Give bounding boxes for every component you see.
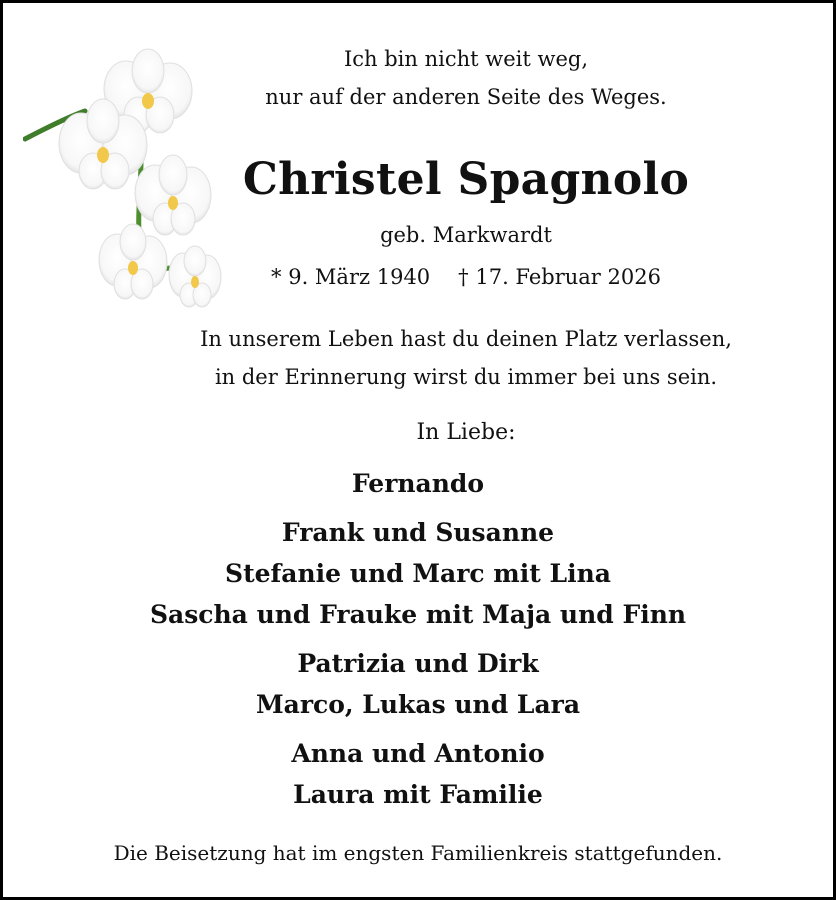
mourner-marco-lukas-lara: Marco, Lukas und Lara xyxy=(255,690,581,719)
mourner-stefanie-marc: Stefanie und Marc mit Lina xyxy=(225,559,611,588)
burial-note: Die Beisetzung hat im engsten Familienkreis stattgefunden. xyxy=(113,841,723,865)
verse-line-1: In unserem Leben hast du deinen Platz verlassen, xyxy=(200,327,732,351)
mourner-laura: Laura mit Familie xyxy=(293,780,543,809)
death-date: † 17. Februar 2026 xyxy=(458,265,661,289)
deceased-name: Christel Spagnolo xyxy=(242,154,690,205)
mourner-anna-antonio: Anna und Antonio xyxy=(291,739,545,768)
mourner-patrizia-dirk: Patrizia und Dirk xyxy=(297,649,539,678)
motto-line-1: Ich bin nicht weit weg, xyxy=(343,47,588,71)
life-dates xyxy=(93,267,836,288)
maiden-name: geb. Markwardt xyxy=(380,223,552,247)
signoff: In Liebe: xyxy=(416,420,516,445)
motto-line-2: nur auf der anderen Seite des Weges. xyxy=(265,85,667,109)
verse-line-2: in der Erinnerung wirst du immer bei uns sein. xyxy=(214,365,718,389)
mourner-sascha-frauke: Sascha und Frauke mit Maja und Finn xyxy=(149,600,687,629)
mourner-frank-susanne: Frank und Susanne xyxy=(281,518,555,547)
mourner-fernando: Fernando xyxy=(351,469,485,498)
birth-date: * 9. März 1940 xyxy=(271,265,431,289)
